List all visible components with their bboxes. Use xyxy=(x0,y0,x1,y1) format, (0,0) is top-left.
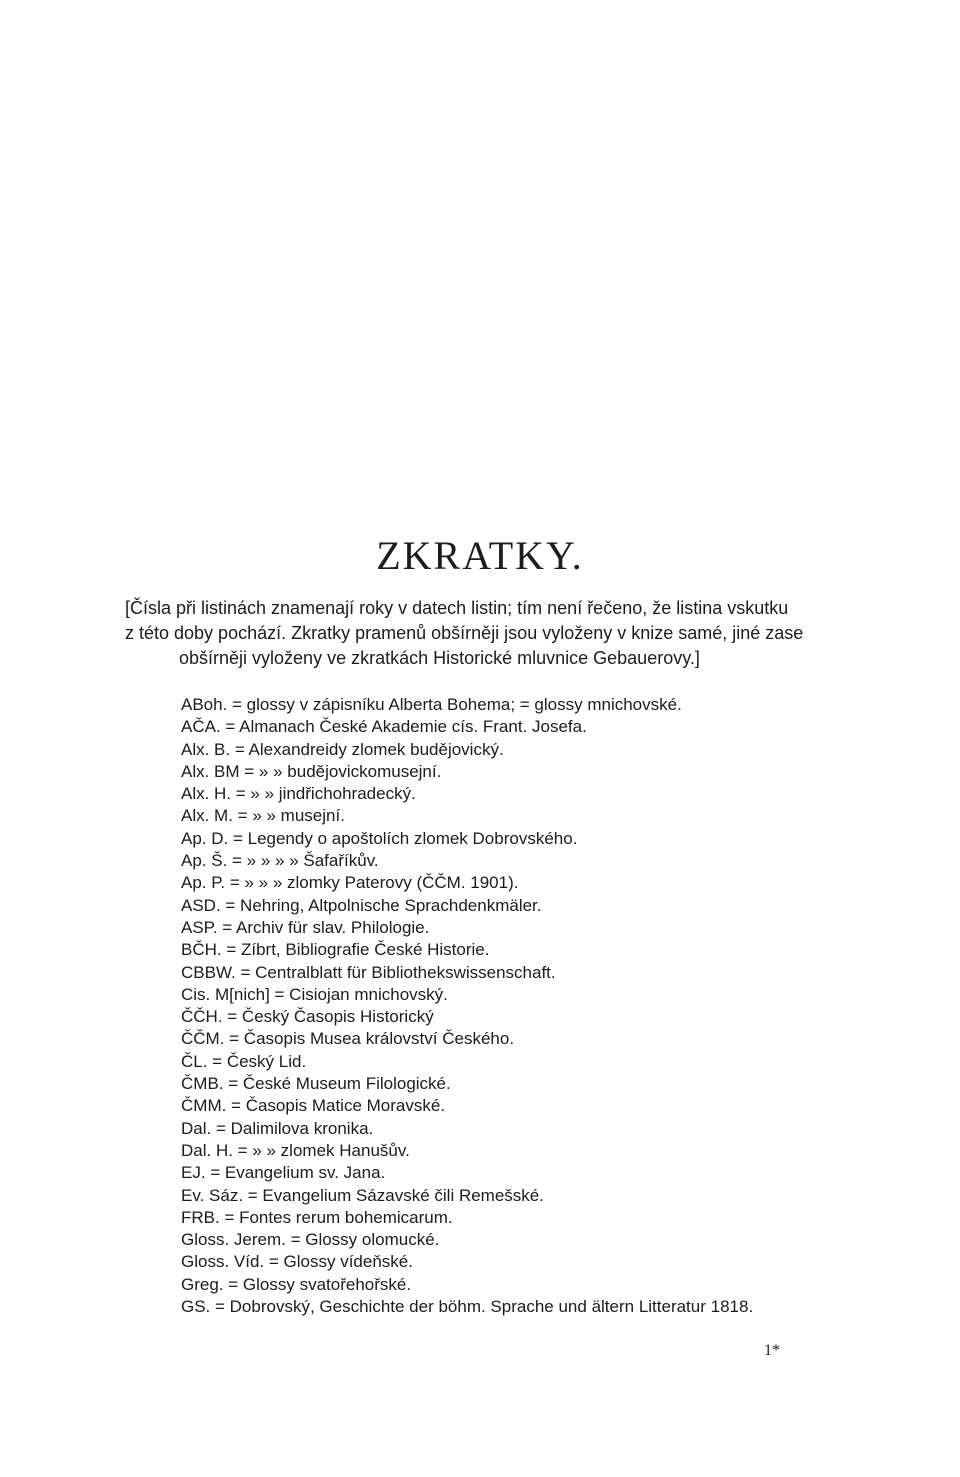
abbreviation-entry: Gloss. Jerem. = Glossy olomucké. xyxy=(181,1230,440,1250)
abbreviation-entry: ČMB. = České Museum Filologické. xyxy=(181,1074,451,1094)
abbreviation-entry: ASP. = Archiv für slav. Philologie. xyxy=(181,917,430,937)
abbreviation-entry: Dal. H. = » » zlomek Hanušův. xyxy=(181,1140,410,1160)
abbreviation-entry: Dal. = Dalimilova kronika. xyxy=(181,1118,374,1138)
abbreviation-entry: Greg. = Glossy svatořehořské. xyxy=(181,1274,412,1294)
abbreviation-entry: Alx. BM = » » budějovickomusejní. xyxy=(181,761,442,781)
abbreviation-entry: ASD. = Nehring, Altpolnische Sprachdenkmäler. xyxy=(181,895,542,915)
abbreviation-entry: ČČH. = Český Časopis Historický xyxy=(181,1007,434,1027)
abbreviation-entry: AČA. = Almanach České Akademie cís. Frant. Josefa. xyxy=(181,717,587,737)
abbreviation-entry: ABoh. = glossy v zápisníku Alberta Bohema; = glossy mnichovské. xyxy=(181,695,682,714)
abbreviation-entry: GS. = Dobrovský, Geschichte der böhm. Sprache und ältern Litteratur 1818. xyxy=(181,1297,754,1317)
abbreviation-entry: CBBW. = Centralblatt für Bibliothekswissenschaft. xyxy=(181,962,556,982)
intro-line: [Čísla při listinách znamenají roky v datech listin; tím není řečeno, že listina vskutku xyxy=(125,598,789,618)
abbreviation-list xyxy=(181,694,753,1318)
abbreviation-entry: BČH. = Zíbrt, Bibliografie České Historie. xyxy=(181,940,490,960)
abbreviation-entry: ČČM. = Časopis Musea království Českého. xyxy=(181,1029,515,1049)
abbreviation-entry: Ap. P. = » » » zlomky Paterovy (ČČM. 1901). xyxy=(181,873,519,893)
abbreviation-entry: Gloss. Víd. = Glossy vídeňské. xyxy=(181,1252,413,1272)
abbreviation-entry: Cis. M[nich] = Cisiojan mnichovský. xyxy=(181,984,448,1004)
abbreviation-entry: Alx. B. = Alexandreidy zlomek budějovický. xyxy=(181,739,504,759)
abbreviation-entry: EJ. = Evangelium sv. Jana. xyxy=(181,1163,386,1183)
abbreviation-entry: Ev. Sáz. = Evangelium Sázavské čili Remešské. xyxy=(181,1185,544,1205)
page-number: 1* xyxy=(764,1342,780,1359)
abbreviation-entry: Ap. Š. = » » » » Šafaříkův. xyxy=(181,851,379,871)
abbreviation-entry: ČL. = Český Lid. xyxy=(181,1051,307,1071)
abbreviation-entry: FRB. = Fontes rerum bohemicarum. xyxy=(181,1207,453,1227)
intro-line: z této doby pochází. Zkratky pramenů obšírněji jsou vyloženy v knize samé, jiné zase xyxy=(125,623,804,643)
intro-paragraph xyxy=(125,596,840,671)
abbreviation-entry: Alx. H. = » » jindřichohradecký. xyxy=(181,784,416,804)
page-title: ZKRATKY. xyxy=(376,533,584,578)
abbreviation-entry: Ap. D. = Legendy o apoštolích zlomek Dobrovského. xyxy=(181,828,578,848)
intro-line: obšírněji vyloženy ve zkratkách Historické mluvnice Gebauerovy.] xyxy=(179,648,700,668)
abbreviation-entry: ČMM. = Časopis Matice Moravské. xyxy=(181,1096,446,1116)
abbreviation-entry: Alx. M. = » » musejní. xyxy=(181,806,345,826)
